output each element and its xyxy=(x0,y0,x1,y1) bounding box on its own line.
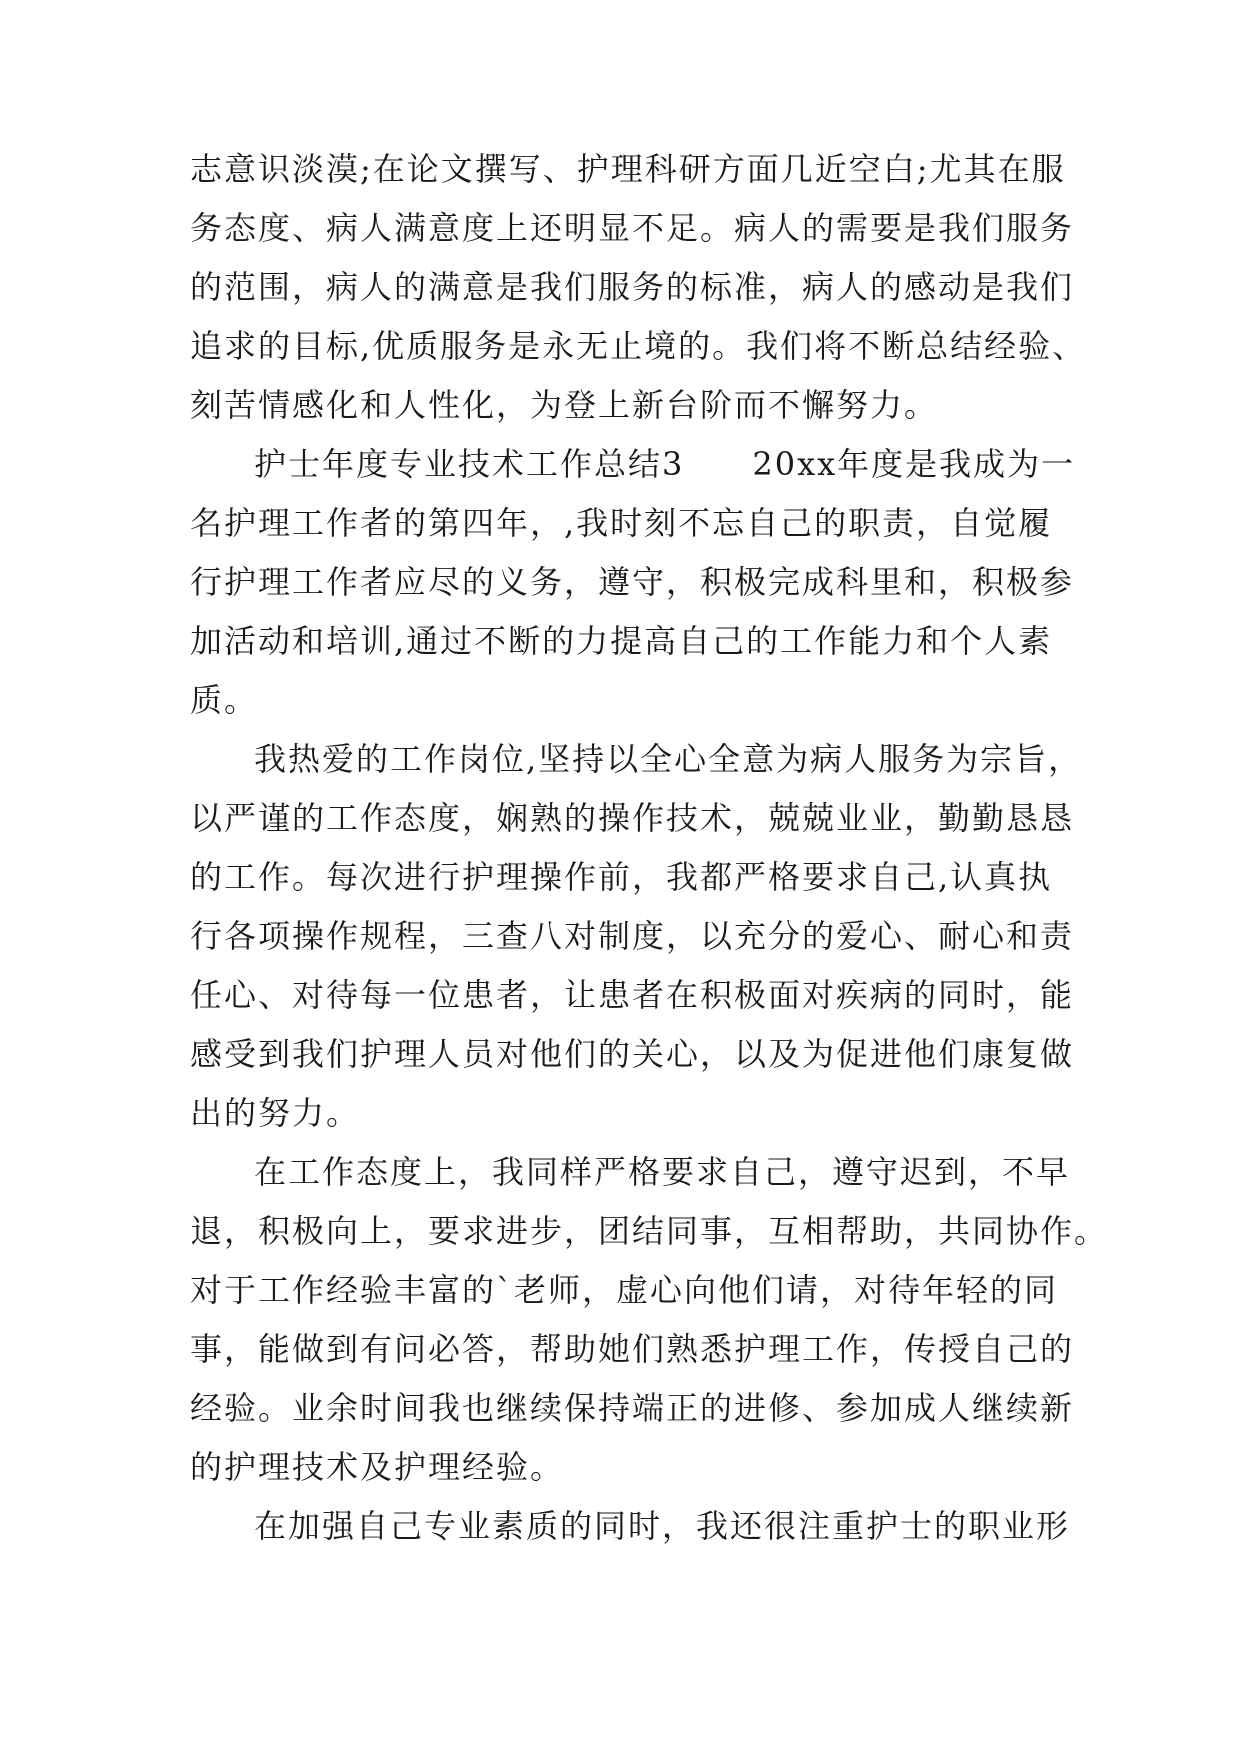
text-line: 感受到我们护理人员对他们的关心，以及为促进他们康复做 xyxy=(190,1035,1075,1073)
text-line: 对于工作经验丰富的`老师，虚心向他们请，对待年轻的同 xyxy=(190,1271,1059,1309)
section-heading-line: 护士年度专业技术工作总结3 20xx年度是我成为一 xyxy=(254,445,1076,483)
text-line: 以严谨的工作态度，娴熟的操作技术，兢兢业业，勤勤恳恳 xyxy=(190,799,1075,837)
text-line: 事，能做到有问必答，帮助她们熟悉护理工作，传授自己的 xyxy=(190,1330,1075,1368)
text-line: 加活动和培训,通过不断的力提高自己的工作能力和个人素 xyxy=(190,622,1053,660)
text-line: 质。 xyxy=(190,681,259,719)
text-line: 的范围，病人的满意是我们服务的标准，病人的感动是我们 xyxy=(190,268,1075,306)
text-line: 经验。业余时间我也继续保持端正的进修、参加成人继续新 xyxy=(190,1389,1075,1427)
text-line: 务态度、病人满意度上还明显不足。病人的需要是我们服务 xyxy=(190,209,1075,247)
paragraph-start-line: 在加强自己专业素质的同时，我还很注重护士的职业形 xyxy=(254,1507,1071,1545)
text-line: 出的努力。 xyxy=(190,1094,361,1132)
text-line: 退，积极向上，要求进步，团结同事，互相帮助，共同协作。 xyxy=(190,1212,1109,1250)
text-line: 任心、对待每一位患者，让患者在积极面对疾病的同时，能 xyxy=(190,976,1075,1014)
paragraph-start-line: 在工作态度上，我同样严格要求自己，遵守迟到，不早 xyxy=(254,1153,1071,1191)
paragraph-start-line: 我热爱的工作岗位,坚持以全心全意为病人服务为宗旨， xyxy=(254,740,1083,778)
text-line: 的工作。每次进行护理操作前，我都严格要求自己,认真执 xyxy=(190,858,1053,896)
text-line: 刻苦情感化和人性化，为登上新台阶而不懈努力。 xyxy=(190,386,939,424)
text-line: 的护理技术及护理经验。 xyxy=(190,1448,565,1486)
text-line: 行各项操作规程，三查八对制度，以充分的爱心、耐心和责 xyxy=(190,917,1075,955)
text-line: 行护理工作者应尽的义务，遵守，积极完成科里和，积极参 xyxy=(190,563,1075,601)
text-line: 志意识淡漠;在论文撰写、护理科研方面几近空白;尤其在服 xyxy=(190,150,1066,188)
text-line: 名护理工作者的第四年，,我时刻不忘自己的职责，自觉履 xyxy=(190,504,1053,542)
text-line: 追求的目标,优质服务是永无止境的。我们将不断总结经验、 xyxy=(190,327,1087,365)
